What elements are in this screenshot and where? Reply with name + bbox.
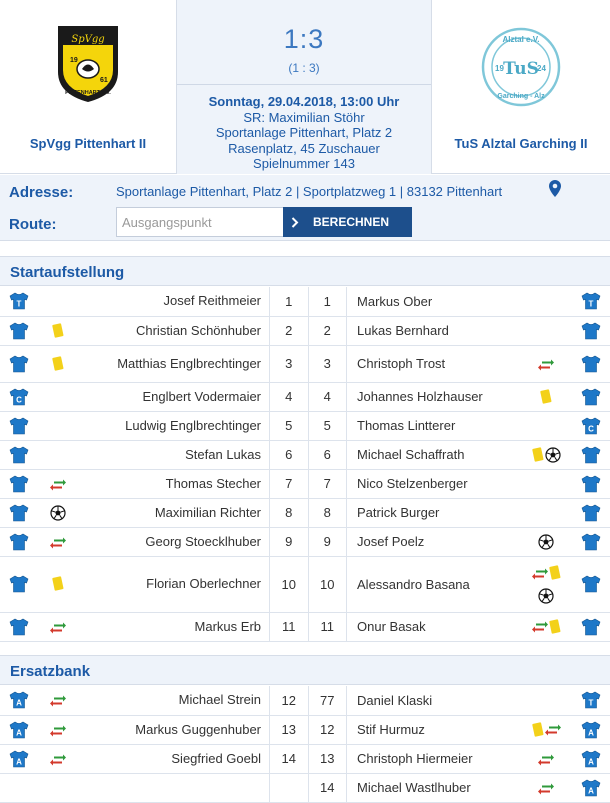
home-shirt-number: 14 — [270, 744, 309, 773]
player-row — [0, 411, 610, 440]
svg-text:A: A — [587, 786, 594, 795]
home-jersey-icon — [0, 744, 39, 773]
home-jersey-icon — [0, 527, 39, 556]
home-shirt-number: 7 — [270, 469, 309, 498]
home-player-name[interactable]: Georg Stoecklhuber — [77, 527, 270, 556]
away-player-name[interactable]: Johannes Holzhauser — [347, 382, 521, 411]
lineup-title: Startaufstellung — [10, 264, 125, 281]
home-player-name[interactable] — [77, 773, 270, 802]
player-row — [0, 440, 610, 469]
home-shirt-number: 6 — [270, 440, 309, 469]
home-jersey-icon — [0, 382, 39, 411]
svg-text:Garching - Alz: Garching - Alz — [497, 93, 545, 100]
away-jersey-icon — [571, 498, 610, 527]
away-events — [521, 382, 572, 411]
away-shirt-number: 6 — [308, 440, 347, 469]
svg-text:19: 19 — [495, 64, 504, 73]
final-score: 1:3 — [283, 24, 325, 54]
home-jersey-icon — [0, 773, 39, 802]
player-row — [0, 612, 610, 641]
away-jersey-icon — [571, 686, 610, 715]
away-jersey-icon — [571, 556, 610, 612]
svg-text:TuS: TuS — [503, 59, 539, 79]
player-row — [0, 316, 610, 345]
home-player-name[interactable]: Michael Strein — [77, 686, 270, 715]
home-shirt-number: 3 — [270, 345, 309, 382]
substitution-icon — [538, 751, 554, 767]
home-player-name[interactable]: Ludwig Englbrechtinger — [77, 411, 270, 440]
away-events — [521, 744, 572, 773]
calculate-route-label: BERECHNEN — [313, 215, 390, 229]
away-events — [521, 527, 572, 556]
svg-text:A: A — [16, 728, 23, 737]
match-header — [0, 0, 610, 174]
goal-ball-icon — [538, 533, 554, 550]
svg-text:C: C — [587, 424, 594, 433]
player-row — [0, 345, 610, 382]
home-events — [39, 382, 78, 411]
route-start-input[interactable] — [116, 207, 284, 237]
away-team-logo — [480, 26, 562, 108]
home-jersey-icon — [0, 316, 39, 345]
away-shirt-number: 12 — [308, 715, 347, 744]
home-shirt-number: 5 — [270, 411, 309, 440]
map-pin-icon[interactable] — [549, 180, 561, 197]
away-player-name[interactable]: Christoph Hiermeier — [347, 744, 521, 773]
away-jersey-icon — [571, 612, 610, 641]
svg-text:T: T — [588, 698, 594, 708]
substitution-icon — [532, 619, 548, 635]
away-shirt-number: 10 — [308, 556, 347, 612]
svg-text:19: 19 — [70, 57, 78, 64]
home-jersey-icon — [0, 469, 39, 498]
away-shirt-number: 1 — [308, 287, 347, 316]
substitution-icon — [545, 722, 561, 738]
away-jersey-icon — [571, 345, 610, 382]
away-player-name[interactable]: Michael Schaffrath — [347, 440, 521, 469]
away-jersey-icon — [571, 316, 610, 345]
away-shirt-number: 5 — [308, 411, 347, 440]
away-player-name[interactable]: Stif Hurmuz — [347, 715, 521, 744]
home-events — [39, 316, 78, 345]
home-player-name[interactable]: Florian Oberlechner — [77, 556, 270, 612]
away-shirt-number: 9 — [308, 527, 347, 556]
away-shirt-number: 13 — [308, 744, 347, 773]
yellow-card-icon — [532, 446, 544, 463]
player-row — [0, 469, 610, 498]
lineup-section-header — [0, 256, 610, 286]
away-player-name[interactable]: Daniel Klaski — [347, 686, 521, 715]
calculate-route-button[interactable] — [283, 207, 412, 237]
away-player-name[interactable]: Patrick Burger — [347, 498, 521, 527]
home-shirt-number: 11 — [270, 612, 309, 641]
goal-ball-icon — [545, 446, 561, 463]
bench-title: Ersatzbank — [10, 663, 91, 680]
home-player-name[interactable]: Matthias Englbrechtinger — [77, 345, 270, 382]
away-jersey-icon — [571, 440, 610, 469]
away-events — [521, 773, 572, 802]
away-shirt-number: 8 — [308, 498, 347, 527]
yellow-card-icon — [549, 564, 561, 581]
svg-text:Alztal e.V.: Alztal e.V. — [502, 35, 540, 44]
away-events — [521, 715, 572, 744]
away-shirt-number: 3 — [308, 345, 347, 382]
match-number: Spielnummer 143 — [253, 156, 355, 171]
home-jersey-icon — [0, 686, 39, 715]
home-events — [39, 527, 78, 556]
away-shirt-number: 7 — [308, 469, 347, 498]
home-events — [39, 556, 78, 612]
player-row — [0, 715, 610, 744]
substitution-icon — [50, 619, 66, 635]
away-player-name[interactable]: Markus Ober — [347, 287, 521, 316]
home-events — [39, 440, 78, 469]
home-shirt-number — [270, 773, 309, 802]
away-shirt-number: 11 — [308, 612, 347, 641]
home-events — [39, 686, 78, 715]
away-events — [521, 287, 572, 316]
away-shirt-number: 4 — [308, 382, 347, 411]
away-player-name[interactable]: Michael Wastlhuber — [347, 773, 521, 802]
away-player-name[interactable]: Alessandro Basana — [347, 556, 521, 612]
player-row — [0, 287, 610, 316]
player-row — [0, 773, 610, 802]
home-shirt-number: 12 — [270, 686, 309, 715]
svg-text:A: A — [587, 728, 594, 737]
svg-text:A: A — [16, 698, 23, 708]
venue: Sportanlage Pittenhart, Platz 2 — [215, 125, 393, 140]
home-team-name[interactable]: SpVgg Pittenhart II — [29, 136, 147, 151]
substitution-icon — [538, 780, 554, 796]
chevron-right-icon — [291, 217, 299, 228]
away-team-panel[interactable] — [432, 0, 610, 174]
home-team-panel[interactable] — [0, 0, 176, 174]
away-player-name[interactable]: Thomas Lintterer — [347, 411, 521, 440]
home-shirt-number: 1 — [270, 287, 309, 316]
away-jersey-icon — [571, 382, 610, 411]
svg-text:T: T — [16, 299, 22, 309]
svg-text:24: 24 — [537, 64, 546, 73]
svg-text:C: C — [16, 395, 23, 404]
home-shirt-number: 4 — [270, 382, 309, 411]
home-jersey-icon — [0, 498, 39, 527]
home-events — [39, 744, 78, 773]
home-jersey-icon — [0, 440, 39, 469]
away-player-name[interactable]: Onur Basak — [347, 612, 521, 641]
pitch-attendance: Rasenplatz, 45 Zuschauer — [228, 140, 380, 156]
home-jersey-icon — [0, 287, 39, 316]
away-events — [521, 612, 572, 641]
away-jersey-icon — [571, 744, 610, 773]
goal-ball-icon — [50, 504, 66, 521]
away-shirt-number: 77 — [308, 686, 347, 715]
away-shirt-number: 2 — [308, 316, 347, 345]
away-player-name[interactable]: Christoph Trost — [347, 345, 521, 382]
substitution-icon — [50, 751, 66, 767]
divider — [177, 84, 431, 85]
away-jersey-icon — [571, 287, 610, 316]
home-events — [39, 345, 78, 382]
away-jersey-icon — [571, 469, 610, 498]
home-player-name[interactable]: Englbert Vodermaier — [77, 382, 270, 411]
home-shirt-number: 9 — [270, 527, 309, 556]
away-events — [521, 411, 572, 440]
home-jersey-icon — [0, 345, 39, 382]
away-jersey-icon — [571, 773, 610, 802]
svg-text:T: T — [588, 299, 594, 309]
goal-ball-icon — [538, 587, 554, 604]
substitution-icon — [50, 722, 66, 738]
away-events — [521, 316, 572, 345]
svg-text:A: A — [587, 757, 594, 766]
home-player-name[interactable]: Thomas Stecher — [77, 469, 270, 498]
home-player-name[interactable]: Josef Reithmeier — [77, 287, 270, 316]
yellow-card-icon — [532, 721, 544, 738]
yellow-card-icon — [52, 355, 64, 372]
match-info-panel — [176, 0, 432, 174]
yellow-card-icon — [52, 322, 64, 339]
away-events — [521, 440, 572, 469]
home-player-name[interactable]: Christian Schönhuber — [77, 316, 270, 345]
substitution-icon — [50, 476, 66, 492]
substitution-icon — [50, 693, 66, 709]
home-player-name[interactable]: Siegfried Goebl — [77, 744, 270, 773]
player-row — [0, 382, 610, 411]
away-events — [521, 345, 572, 382]
player-row — [0, 498, 610, 527]
yellow-card-icon — [540, 388, 552, 405]
yellow-card-icon — [549, 618, 561, 635]
home-events — [39, 773, 78, 802]
substitution-icon — [538, 356, 554, 372]
away-jersey-icon — [571, 411, 610, 440]
home-player-name[interactable]: Markus Erb — [77, 612, 270, 641]
away-player-name[interactable]: Lukas Bernhard — [347, 316, 521, 345]
away-events — [521, 469, 572, 498]
home-events — [39, 715, 78, 744]
home-shirt-number: 2 — [270, 316, 309, 345]
yellow-card-icon — [52, 576, 64, 593]
player-row — [0, 686, 610, 715]
home-shirt-number: 13 — [270, 715, 309, 744]
svg-text:61: 61 — [100, 77, 108, 84]
home-events — [39, 411, 78, 440]
substitution-icon — [50, 534, 66, 550]
home-player-name[interactable]: Markus Guggenhuber — [77, 715, 270, 744]
home-player-name[interactable]: Maximilian Richter — [77, 498, 270, 527]
svg-text:PITTENHART e.V.: PITTENHART e.V. — [65, 90, 111, 96]
home-jersey-icon — [0, 715, 39, 744]
bench-section-header — [0, 655, 610, 685]
away-events — [521, 686, 572, 715]
lineup-table — [0, 287, 610, 642]
address-label: Adresse: — [9, 184, 74, 201]
home-player-name[interactable]: Stefan Lukas — [77, 440, 270, 469]
home-events — [39, 469, 78, 498]
away-player-name[interactable]: Nico Stelzenberger — [347, 469, 521, 498]
bench-table — [0, 686, 610, 803]
svg-text:SpVgg: SpVgg — [71, 34, 105, 45]
match-details — [177, 94, 431, 172]
home-events — [39, 498, 78, 527]
away-jersey-icon — [571, 715, 610, 744]
address-text: Sportanlage Pittenhart, Platz 2 | Sportplatzweg 1 | 83132 Pittenhart — [116, 184, 503, 199]
home-jersey-icon — [0, 556, 39, 612]
away-player-name[interactable]: Josef Poelz — [347, 527, 521, 556]
player-row — [0, 744, 610, 773]
home-team-logo — [54, 22, 122, 104]
home-shirt-number: 10 — [270, 556, 309, 612]
match-date: Sonntag, 29.04.2018, 13:00 Uhr — [208, 94, 400, 109]
away-jersey-icon — [571, 527, 610, 556]
away-events — [521, 498, 572, 527]
home-events — [39, 612, 78, 641]
svg-text:A: A — [16, 757, 23, 766]
substitution-icon — [532, 565, 548, 581]
player-row — [0, 556, 610, 612]
referee: SR: Maximilian Stöhr — [243, 109, 365, 125]
away-shirt-number: 14 — [308, 773, 347, 802]
home-events — [39, 287, 78, 316]
away-team-name[interactable]: TuS Alztal Garching II — [454, 136, 588, 151]
home-jersey-icon — [0, 612, 39, 641]
route-label: Route: — [9, 216, 57, 233]
home-shirt-number: 8 — [270, 498, 309, 527]
halftime-score: (1 : 3) — [288, 61, 320, 75]
home-jersey-icon — [0, 411, 39, 440]
away-events — [521, 556, 572, 612]
player-row — [0, 527, 610, 556]
